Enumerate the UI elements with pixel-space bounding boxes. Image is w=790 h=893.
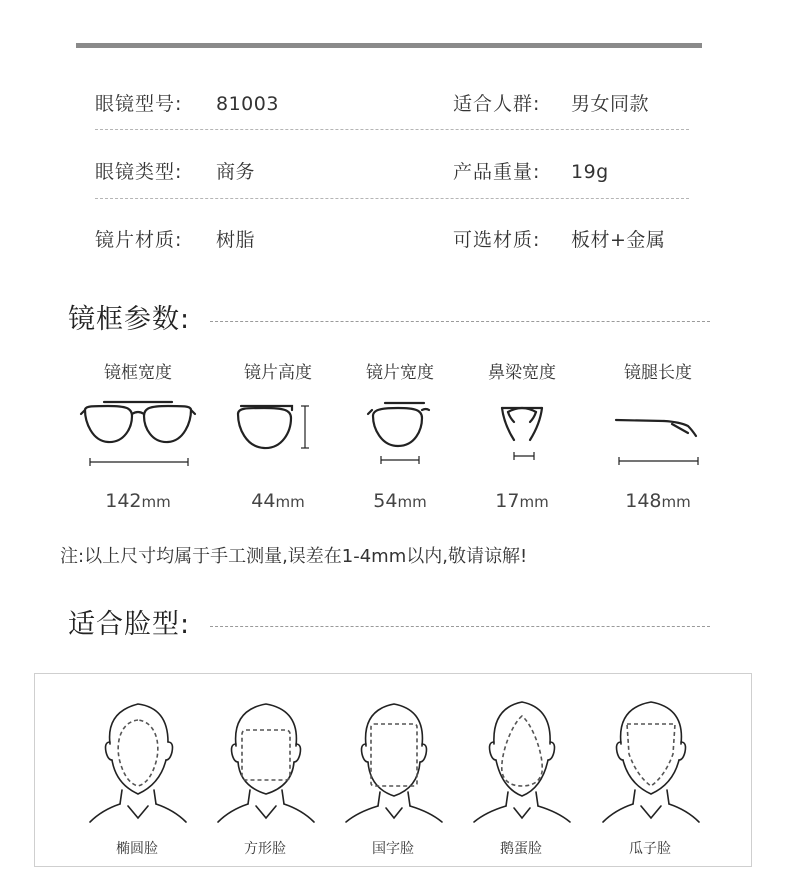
dim-value <box>588 490 728 512</box>
dim-number: 142 <box>105 490 142 512</box>
full-glasses-width-icon <box>68 388 208 468</box>
spec-label: 适合人群: <box>453 93 541 115</box>
face-shape-panel <box>34 673 752 867</box>
spec-divider <box>95 198 689 199</box>
face-name: 方形脸 <box>244 841 286 857</box>
spec-value: 商务 <box>216 161 256 183</box>
section-dashed-line <box>210 626 710 627</box>
spec-label: 眼镜类型: <box>95 161 183 183</box>
spec-value: 男女同款 <box>571 93 650 115</box>
spec-label: 镜片材质: <box>95 229 183 251</box>
spec-row-model <box>95 84 689 124</box>
dim-value <box>452 490 592 512</box>
temple-length-icon <box>588 388 728 468</box>
dim-label: 镜框宽度 <box>104 363 172 383</box>
face-item-rectangular <box>338 694 448 864</box>
spec-label: 可选材质: <box>453 229 541 251</box>
frame-params-title: 镜框参数: <box>68 304 191 335</box>
face-name: 国字脸 <box>372 841 414 857</box>
heart-face-icon <box>595 694 705 829</box>
dim-label: 镜腿长度 <box>624 363 692 383</box>
dim-unit: mm <box>661 493 691 511</box>
face-shape-title: 适合脸型: <box>68 609 191 640</box>
face-item-oval <box>82 694 192 864</box>
dim-unit: mm <box>519 493 549 511</box>
dim-unit: mm <box>397 493 427 511</box>
face-item-square <box>210 694 320 864</box>
square-face-icon <box>210 694 320 829</box>
rectangular-face-icon <box>338 694 448 829</box>
dim-unit: mm <box>275 493 305 511</box>
lens-width-icon <box>330 388 470 468</box>
spec-label: 产品重量: <box>453 161 541 183</box>
bridge-width-icon <box>452 388 592 468</box>
spec-value: 19g <box>571 161 609 183</box>
egg-face-icon <box>466 694 576 829</box>
lens-height-icon <box>208 388 348 468</box>
spec-value: 板材+金属 <box>571 229 666 251</box>
dim-value <box>208 490 348 512</box>
spec-value: 树脂 <box>216 229 256 251</box>
dim-number: 44 <box>251 490 276 512</box>
spec-value: 81003 <box>216 93 279 115</box>
face-name: 鹅蛋脸 <box>500 841 542 857</box>
measurement-note: 注:以上尺寸均属于手工测量,误差在1-4mm以内,敬请谅解! <box>60 546 528 567</box>
face-name: 椭圆脸 <box>116 841 158 857</box>
face-name: 瓜子脸 <box>629 841 671 857</box>
dim-value <box>68 490 208 512</box>
spec-label: 眼镜型号: <box>95 93 183 115</box>
dim-unit: mm <box>141 493 171 511</box>
dim-number: 54 <box>373 490 398 512</box>
section-dashed-line <box>210 321 710 322</box>
dim-label: 镜片宽度 <box>366 363 434 383</box>
face-item-egg <box>466 694 576 864</box>
dim-label: 镜片高度 <box>244 363 312 383</box>
oval-face-icon <box>82 694 192 829</box>
dim-label: 鼻梁宽度 <box>488 363 556 383</box>
face-item-heart <box>595 694 705 864</box>
top-divider-bar <box>76 43 702 48</box>
spec-row-material <box>95 220 689 260</box>
spec-row-type <box>95 152 689 192</box>
dim-number: 148 <box>625 490 662 512</box>
spec-divider <box>95 129 689 130</box>
dim-value <box>330 490 470 512</box>
dim-number: 17 <box>495 490 520 512</box>
